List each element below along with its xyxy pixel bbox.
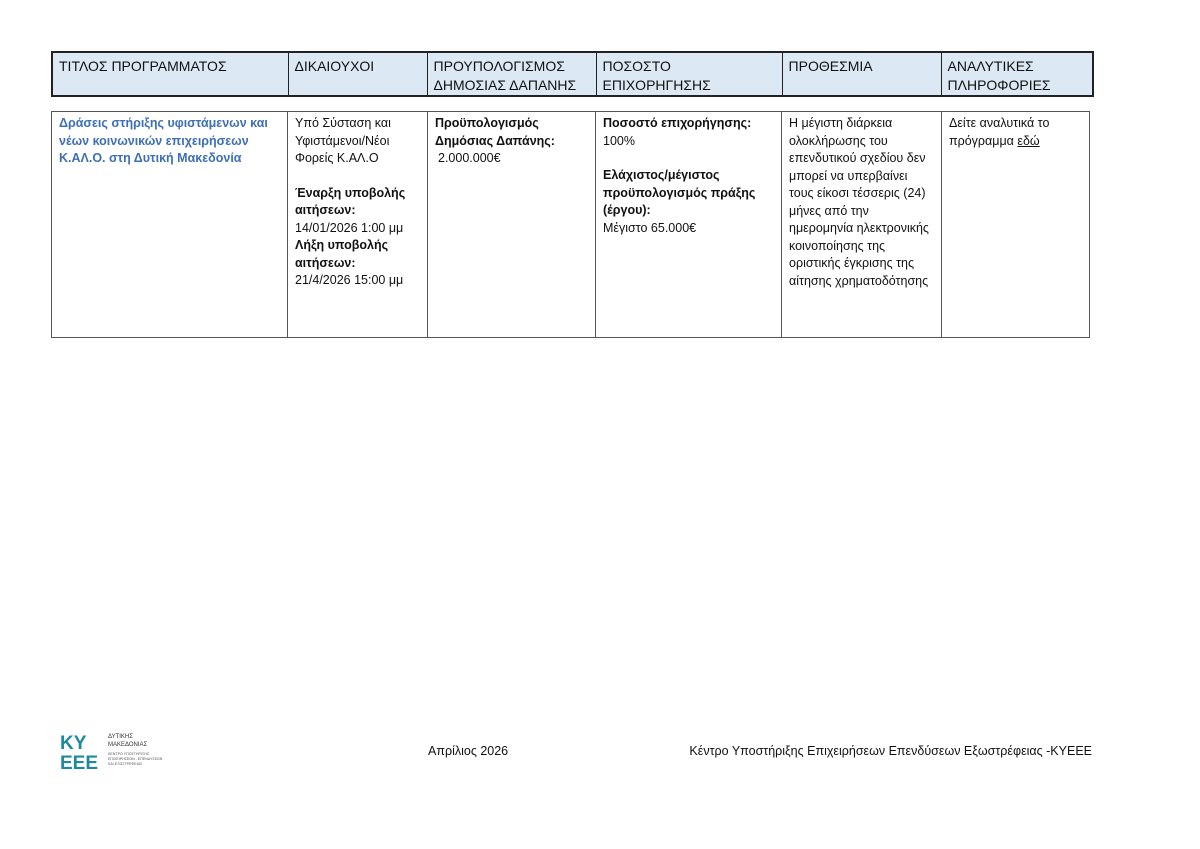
footer-organization: Κέντρο Υποστήριξης Επιχειρήσεων Επενδύσεων Εξωστρέφειας -ΚΥΕΕΕ bbox=[689, 744, 1092, 758]
logo-line2: ΜΑΚΕΔΟΝΙΑΣ bbox=[108, 742, 148, 748]
rate-value: 100% bbox=[603, 133, 635, 148]
logo-sub1: ΚΕΝΤΡΟ ΥΠΟΣΤΗΡΙΞΗΣ bbox=[108, 752, 150, 756]
start-label: Έναρξη υποβολής αιτήσεων: bbox=[295, 185, 406, 217]
beneficiaries-text: Υπό Σύσταση και Υφιστάμενοι/Νέοι Φορείς Κ.ΑΛ.Ο bbox=[295, 116, 391, 165]
logo-letters-top: ΚΥ bbox=[60, 733, 87, 754]
deadline-cell bbox=[782, 112, 942, 338]
minmax-label: Ελάχιστος/μέγιστος προϋπολογισμός πράξης (έργου): bbox=[603, 168, 756, 217]
info-cell bbox=[942, 112, 1090, 338]
budget-label: Προϋπολογισμός Δημόσιας Δαπάνης: bbox=[435, 116, 555, 148]
minmax-value: Μέγιστο 65.000€ bbox=[603, 220, 697, 235]
program-title-cell bbox=[52, 112, 288, 338]
logo-sub3: ΚΑΙ ΕΞΩΣΤΡΕΦΕΙΑΣ bbox=[108, 762, 143, 766]
budget-value: 2.000.000€ bbox=[438, 151, 501, 165]
kyeee-logo bbox=[60, 732, 190, 772]
info-link[interactable]: εδώ bbox=[1017, 133, 1040, 148]
end-label: Λήξη υποβολής αιτήσεων: bbox=[295, 238, 389, 270]
header-rate: ΠΟΣΟΣΤΟ ΕΠΙΧΟΡΗΓΗΣΗΣ bbox=[596, 52, 782, 96]
header-info: ΑΝΑΛΥΤΙΚΕΣ ΠΛΗΡΟΦΟΡΙΕΣ bbox=[941, 52, 1093, 96]
header-row bbox=[52, 52, 1093, 96]
kyeee-logo-mark bbox=[60, 732, 190, 772]
header-table bbox=[51, 51, 1094, 97]
footer-date: Απρίλιος 2026 bbox=[428, 744, 509, 758]
deadline-text: Η μέγιστη διάρκεια ολοκλήρωσης του επενδυτικού σχεδίου δεν μπορεί να υπερβαίνει τους είκοσι τέσσερις (24) μήνες από την ημερομηνία ηλεκτρονικής κοινοποίησης της οριστικής έγκρισης της αίτησης χρηματοδότησης bbox=[789, 116, 929, 288]
budget-cell bbox=[428, 112, 596, 338]
logo-sub2: ΕΠΙΧΕΙΡΗΣΕΩΝ - ΕΠΕΝΔΥΣΕΩΝ bbox=[108, 757, 163, 761]
start-value: 14/01/2026 1:00 μμ bbox=[295, 220, 404, 235]
program-table bbox=[51, 111, 1090, 338]
table-row bbox=[52, 112, 1090, 338]
logo-line1: ΔΥΤΙΚΗΣ bbox=[108, 734, 133, 740]
header-budget: ΠΡΟΥΠΟΛΟΓΙΣΜΟΣ ΔΗΜΟΣΙΑΣ ΔΑΠΑΝΗΣ bbox=[427, 52, 596, 96]
program-title: Δράσεις στήριξης υφιστάμενων και νέων κοινωνικών επιχειρήσεων Κ.ΑΛ.Ο. στη Δυτική Μακεδονία bbox=[59, 116, 268, 165]
end-value: 21/4/2026 15:00 μμ bbox=[295, 273, 404, 287]
info-text: Δείτε αναλυτικά το πρόγραμμα bbox=[949, 116, 1050, 148]
header-program-title: ΤΙΤΛΟΣ ΠΡΟΓΡΑΜΜΑΤΟΣ bbox=[52, 52, 288, 96]
rate-cell bbox=[596, 112, 782, 338]
logo-letters-bottom: ΕΕΕ bbox=[60, 753, 99, 772]
header-beneficiaries: ΔΙΚΑΙΟΥΧΟΙ bbox=[288, 52, 427, 96]
rate-label: Ποσοστό επιχορήγησης: bbox=[603, 116, 752, 130]
header-deadline: ΠΡΟΘΕΣΜΙΑ bbox=[782, 52, 941, 96]
beneficiaries-cell bbox=[288, 112, 428, 338]
